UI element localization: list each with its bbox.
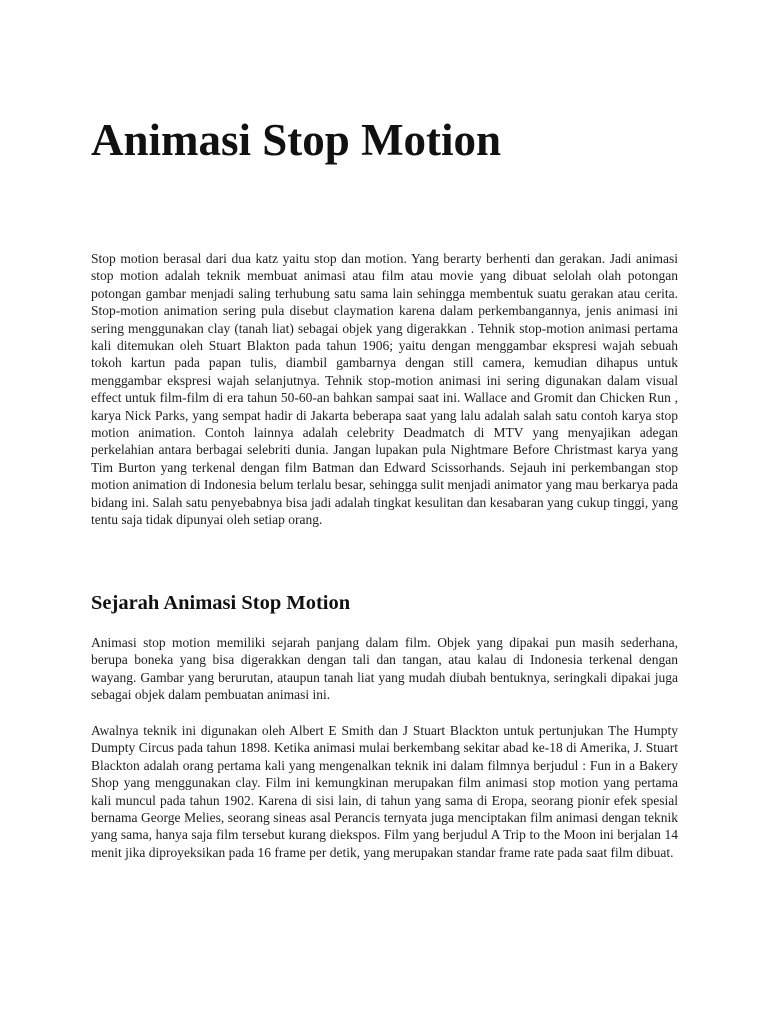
section-paragraph-2: Awalnya teknik ini digunakan oleh Albert E Smith dan J Stuart Blackton untuk pertunjukan The Humpty Dumpty Circus pada tahun 1898. Ketika animasi mulai berkembang sekitar abad ke-18 di Amerika, J. Stuart Blackton adalah orang pertama kali yang mengenalkan teknik ini dalam filmnya berjudul : Fun in a Bakery Shop yang menggunakan clay. Film ini kemungkinan merupakan film animasi stop motion yang pertama kali muncul pada tahun 1902. Karena di sisi lain, di tahun yang sama di Eropa, seorang pionir efek spesial bernama George Melies, seorang sineas asal Perancis ternyata juga menciptakan film animasi dengan teknik yang sama, hanya saja film tersebut kurang diekspos. Film yang berjudul A Trip to the Moon ini berjalan 14 menit jika diproyeksikan pada 16 frame per detik, yang merupakan standar frame rate pada saat film dibuat. <box>91 723 678 860</box>
intro-paragraph: Stop motion berasal dari dua katz yaitu stop dan motion. Yang berarty berhenti dan gerakan. Jadi animasi stop motion adalah teknik membuat animasi atau film atau movie yang dibuat selolah olah potongan potongan gambar menjadi saling terhubung satu sama lain sehingga membentuk suatu gerakan atau cerita. Stop-motion animation sering pula disebut claymation karena dalam perkembangannya, jenis animasi ini sering menggunakan clay (tanah liat) sebagai objek yang digerakkan . Tehnik stop-motion animasi pertama kali ditemukan oleh Stuart Blakton pada tahun 1906; yaitu dengan menggambar ekspresi wajah sebuah tokoh kartun pada papan tulis, diambil gambarnya dengan still camera, kemudian dihapus untuk menggambar ekspresi wajah selanjutnya. Tehnik stop-motion animasi ini sering digunakan dalam visual effect untuk film-film di era tahun 50-60-an bahkan sampai saat ini. Wallace and Gromit dan Chicken Run , karya Nick Parks, yang sempat hadir di Jakarta beberapa saat yang lalu adalah salah satu contoh karya stop motion animation. Contoh lainnya adalah celebrity Deadmatch di MTV yang menyajikan adegan perkelahian antara berbagai selebriti dunia. Jangan lupakan pula Nightmare Before Christmast karya yang Tim Burton yang terkenal dengan film Batman dan Edward Scissorhands. Sejauh ini perkembangan stop motion animation di Indonesia belum terlalu besar, sehingga sulit menjadi animator yang mau berkarya pada bidang ini. Salah satu penyebabnya bisa jadi adalah tingkat kesulitan dan kesabaran yang cukup tinggi, yang tentu saja tidak dipunyai oleh setiap orang. <box>91 251 678 528</box>
section-paragraph-1: Animasi stop motion memiliki sejarah panjang dalam film. Objek yang dipakai pun masih sederhana, berupa boneka yang bisa digerakkan dengan tali dan tangan, atau kalau di Indonesia terkenal dengan wayang. Gambar yang berurutan, ataupun tanah liat yang mudah diubah bentuknya, seringkali dipakai juga sebagai objek dalam pembuatan animasi ini. <box>91 635 678 703</box>
section-heading: Sejarah Animasi Stop Motion <box>91 592 351 614</box>
document-title: Animasi Stop Motion <box>91 115 502 165</box>
